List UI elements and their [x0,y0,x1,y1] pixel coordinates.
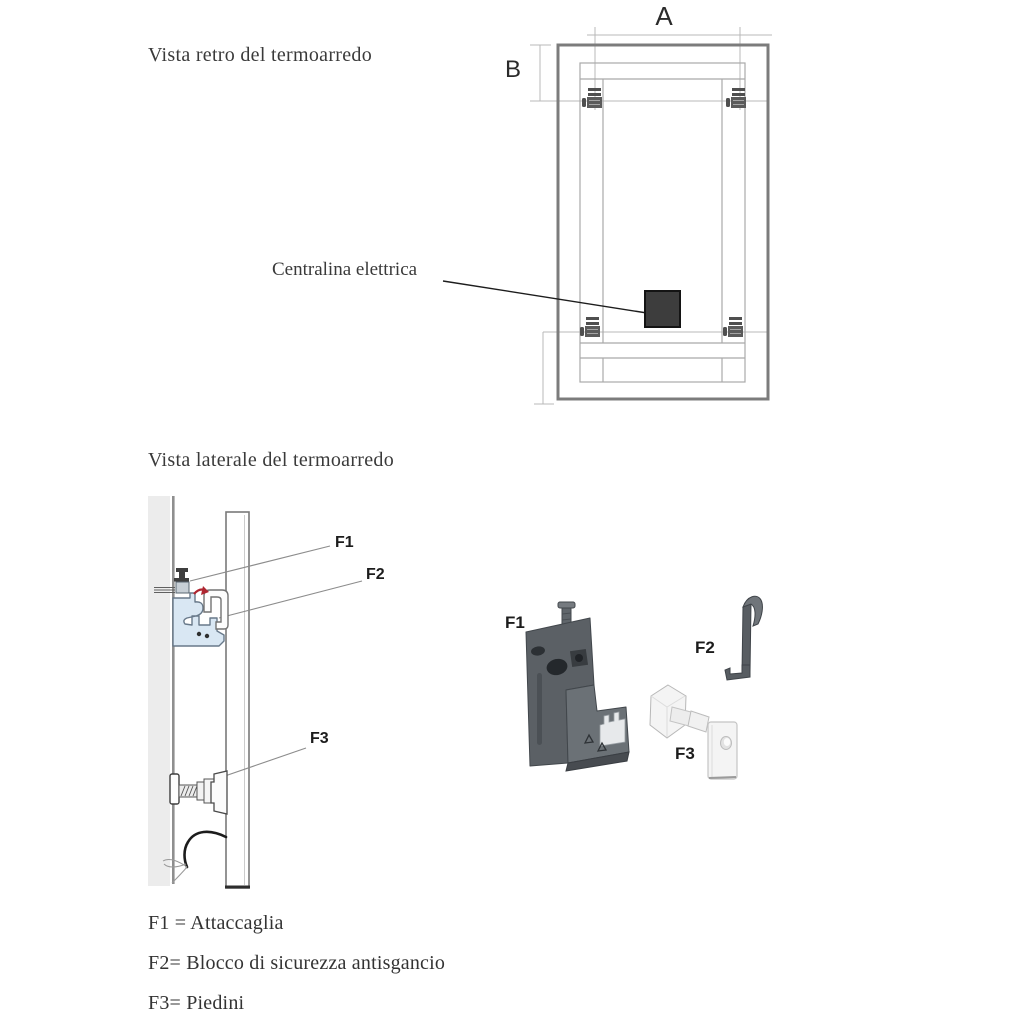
mounting-bracket-icon [582,88,602,108]
part-f3-3d [650,685,737,779]
side-callout-f3: F3 [310,730,329,747]
side-callout-f1: F1 [335,534,354,551]
screw-nut [176,582,189,593]
radiator-tube [225,512,250,888]
callout-leader-line [443,281,647,313]
dimension-a-label: A [655,1,673,31]
dimension-lines [530,27,772,404]
mounting-bracket-icon [723,317,743,337]
foot-drawing [170,771,227,814]
part-label-f1: F1 [505,613,525,632]
rear-view-diagram [430,0,800,430]
callout-leader-lines [190,546,362,777]
mounting-bracket-icon [726,88,746,108]
bracket-profile [173,593,224,646]
part-f2-3d [725,596,762,680]
dimension-b-label: B [505,56,522,83]
legend-item-f3: F3= Piedini [148,992,245,1014]
legend-item-f2: F2= Blocco di sicurezza antisgancio [148,952,446,974]
safety-block-profile [204,590,228,629]
rear-view-heading: Vista retro del termoarredo [148,44,373,66]
mounting-bracket-icon [580,317,600,337]
wall-screw-icon [174,568,189,582]
legend-item-f1: F1 = Attaccaglia [148,912,284,934]
part-label-f3: F3 [675,744,695,763]
part-label-f2: F2 [695,638,715,657]
radiator-body [580,63,745,382]
side-view-diagram [140,490,400,905]
control-unit-box [645,291,680,327]
wall-surface-line [172,496,175,884]
wall-section [148,496,170,886]
side-callout-f2: F2 [366,566,385,583]
bracket-hole [205,634,209,638]
part-f1-3d [526,602,629,771]
parts-3d-diagram [500,585,790,795]
control-unit-callout-label: Centralina elettrica [272,259,418,280]
bracket-hole [197,632,201,636]
side-view-heading: Vista laterale del termoarredo [148,449,395,471]
